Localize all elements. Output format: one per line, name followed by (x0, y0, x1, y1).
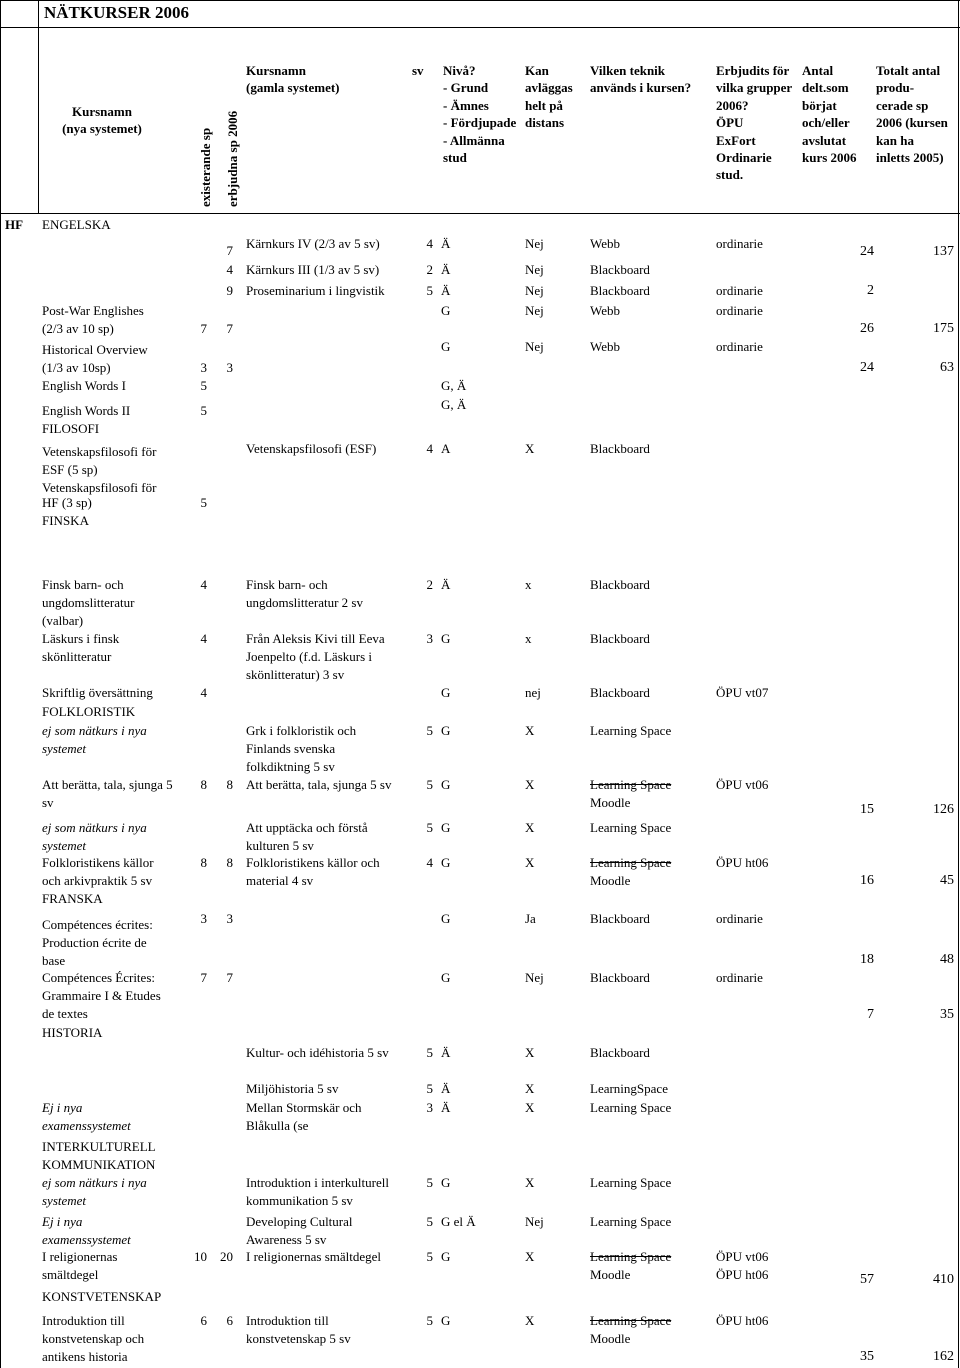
course-name-new: skönlitteratur (42, 649, 112, 664)
sv-credits: 5 (426, 1081, 433, 1096)
level: G (441, 970, 451, 985)
course-name-old: Mellan Stormskär och (246, 1100, 362, 1115)
course-name-new: Att berätta, tala, sjunga 5 (42, 777, 173, 792)
header-teknik (590, 62, 691, 97)
course-name-new: och arkivpraktik 5 sv (42, 873, 153, 888)
level: G (441, 723, 451, 738)
distance-flag: X (525, 1249, 535, 1264)
offered-credits: 3 (226, 360, 233, 375)
course-name-old: Från Aleksis Kivi till Eeva (246, 631, 385, 646)
header-line: Nivå? (443, 63, 476, 78)
course-note: ej som nätkurs i nya (42, 820, 147, 835)
technology: Moodle (590, 873, 631, 888)
technology: Learning Space (590, 820, 672, 835)
header-line: (gamla systemet) (246, 80, 340, 96)
distance-flag: X (525, 1313, 535, 1328)
distance-flag: Ja (525, 911, 536, 926)
course-note: examenssystemet (42, 1118, 131, 1133)
course-name-new: INTERKULTURELL (42, 1139, 156, 1154)
header-gamla (246, 62, 340, 97)
technology: Webb (590, 236, 620, 251)
target-group: ordinarie (716, 283, 763, 298)
header-line: och/eller (802, 115, 850, 131)
header-line: ExFort (716, 132, 756, 148)
hf-label: HF (5, 217, 24, 232)
technology: Webb (590, 339, 620, 354)
course-name-new: ESF (5 sp) (42, 462, 98, 477)
technology: Blackboard (590, 685, 650, 700)
course-name-old: Miljöhistoria 5 sv (246, 1081, 339, 1096)
existing-credits: 7 (200, 321, 207, 336)
header-line: Vilken teknik (590, 63, 666, 78)
target-group: ÖPU vt06 (716, 777, 769, 792)
header-existerande: existerande sp (198, 127, 213, 207)
course-name-old: Developing Cultural (246, 1214, 353, 1229)
header-line: - Allmänna (443, 132, 505, 148)
header-line: avslutat (802, 132, 847, 148)
course-name-new: FINSKA (42, 513, 89, 528)
distance-flag: Nej (525, 339, 544, 354)
participants: 57 (860, 1272, 874, 1287)
header-line: används i kursen? (590, 80, 692, 96)
distance-flag: Nej (525, 970, 544, 985)
header-line: delt.som (802, 80, 849, 96)
course-note: systemet (42, 838, 87, 853)
existing-credits: 7 (200, 970, 207, 985)
technology: Blackboard (590, 631, 650, 646)
technology: Blackboard (590, 911, 650, 926)
offered-credits: 4 (226, 262, 233, 277)
level: Ä (441, 1100, 451, 1115)
distance-flag: X (525, 777, 535, 792)
course-name-new: English Words II (42, 403, 131, 418)
distance-flag: Nej (525, 1214, 544, 1229)
sv-credits: 4 (426, 441, 433, 456)
participants: 24 (860, 360, 874, 375)
level: G (441, 303, 451, 318)
existing-credits: 5 (200, 403, 207, 418)
distance-flag: nej (525, 685, 541, 700)
total-credits: 35 (940, 1007, 954, 1022)
header-line: helt på (525, 97, 563, 113)
course-name-new: FRANSKA (42, 891, 103, 906)
level: G (441, 685, 451, 700)
course-name-new: ENGELSKA (42, 217, 111, 232)
distance-flag: X (525, 1175, 535, 1190)
course-name-old: skönlitteratur) 3 sv (246, 667, 345, 682)
sv-credits: 5 (426, 1214, 433, 1229)
header-line: 2006? (716, 97, 749, 113)
course-name-old: konstvetenskap 5 sv (246, 1331, 351, 1346)
total-credits: 175 (933, 321, 954, 336)
target-group: ordinarie (716, 236, 763, 251)
course-name-new: ungdomslitteratur (42, 595, 135, 610)
sv-credits: 5 (426, 283, 433, 298)
header-sv: sv (412, 63, 424, 78)
header-line: - Ämnes (443, 97, 489, 113)
existing-credits: 5 (200, 495, 207, 510)
existing-credits: 4 (200, 631, 207, 646)
distance-flag: X (525, 820, 535, 835)
header-line: (nya systemet) (62, 121, 142, 137)
course-name-old: Awareness 5 sv (246, 1232, 327, 1247)
course-name-old: folkdiktning 5 sv (246, 759, 335, 774)
left-border (0, 0, 1, 1368)
sv-credits: 4 (426, 236, 433, 251)
course-name-new: smältdegel (42, 1267, 99, 1282)
existing-credits: 10 (194, 1249, 207, 1264)
level: A (441, 441, 451, 456)
sv-credits: 3 (426, 1100, 433, 1115)
course-note: Ej i nya (42, 1100, 83, 1115)
course-name-new: sv (42, 795, 54, 810)
course-name-new: Vetenskapsfilosofi för (42, 480, 157, 495)
course-name-new: Vetenskapsfilosofi för (42, 444, 157, 459)
page-title: NÄTKURSER 2006 (44, 3, 189, 22)
level: G (441, 1313, 451, 1328)
right-border (958, 0, 959, 1368)
header-totalt (876, 62, 948, 166)
header-line: - Fördjupade (443, 115, 517, 131)
technology: Moodle (590, 1331, 631, 1346)
header-line: stud (443, 150, 467, 166)
course-name-new: FOLKLORISTIK (42, 704, 136, 719)
distance-flag: X (525, 723, 535, 738)
course-name-old: Finsk barn- och (246, 577, 328, 592)
header-antal (802, 62, 857, 166)
header-line: kan ha (876, 132, 914, 148)
offered-credits: 3 (226, 911, 233, 926)
course-name-old: Introduktion till (246, 1313, 329, 1328)
level: G el Ä (441, 1214, 476, 1229)
sv-credits: 5 (426, 1249, 433, 1264)
course-name-old: kommunikation 5 sv (246, 1193, 353, 1208)
technology-struck: Learning Space (590, 855, 672, 870)
technology-struck: Learning Space (590, 1313, 672, 1328)
distance-flag: x (525, 577, 532, 592)
course-name-old: ungdomslitteratur 2 sv (246, 595, 363, 610)
level: Ä (441, 283, 451, 298)
participants: 7 (867, 1007, 874, 1022)
distance-flag: X (525, 441, 535, 456)
target-group: ÖPU vt06 (716, 1249, 769, 1264)
offered-credits: 20 (220, 1249, 233, 1264)
course-name-new: Compétences écrites: (42, 917, 153, 932)
top-rule (0, 0, 960, 1)
participants: 2 (867, 283, 874, 298)
header-line: Kursnamn (72, 104, 132, 119)
course-name-old: Folkloristikens källor och (246, 855, 380, 870)
course-name-new: antikens historia (42, 1349, 128, 1364)
course-note: ej som nätkurs i nya (42, 1175, 147, 1190)
course-name-old: I religionernas smältdegel (246, 1249, 382, 1264)
offered-credits: 7 (226, 321, 233, 336)
level: G (441, 631, 451, 646)
header-line: börjat (802, 97, 837, 113)
header-line: distans (525, 115, 565, 131)
title-rule (0, 27, 960, 28)
distance-flag: Nej (525, 236, 544, 251)
header-line: kurs 2006 (802, 150, 857, 166)
course-name-old: Joenpelto (f.d. Läskurs i (246, 649, 373, 664)
course-name-new: Skriftlig översättning (42, 685, 153, 700)
participants: 16 (860, 873, 874, 888)
existing-credits: 4 (200, 685, 207, 700)
header-line: vilka grupper (716, 80, 793, 96)
existing-credits: 3 (200, 911, 207, 926)
hf-divider (38, 28, 39, 214)
level: Ä (441, 236, 451, 251)
existing-credits: 5 (200, 378, 207, 393)
technology: Learning Space (590, 1100, 672, 1115)
target-group: ÖPU ht06 (716, 855, 769, 870)
header-niva (443, 62, 516, 166)
course-name-old: Proseminarium i lingvistik (246, 283, 385, 298)
offered-credits: 8 (226, 855, 233, 870)
technology: Blackboard (590, 283, 650, 298)
course-name-new: Läskurs i finsk (42, 631, 120, 646)
total-credits: 126 (933, 802, 954, 817)
offered-credits: 8 (226, 777, 233, 792)
participants: 26 (860, 321, 874, 336)
header-line: cerade sp (876, 97, 929, 113)
course-name-new: konstvetenskap och (42, 1331, 145, 1346)
distance-flag: Nej (525, 303, 544, 318)
course-note: Ej i nya (42, 1214, 83, 1229)
level: Ä (441, 262, 451, 277)
technology: Blackboard (590, 262, 650, 277)
target-group: ordinarie (716, 339, 763, 354)
distance-flag: X (525, 1100, 535, 1115)
course-name-old: material 4 sv (246, 873, 314, 888)
technology-struck: Learning Space (590, 1249, 672, 1264)
level: G (441, 855, 451, 870)
distance-flag: X (525, 1045, 535, 1060)
course-name-new: Grammaire I & Etudes (42, 988, 161, 1003)
header-line: Ordinarie (716, 150, 772, 166)
course-name-new: de textes (42, 1006, 88, 1021)
technology: Blackboard (590, 1045, 650, 1060)
technology: Blackboard (590, 970, 650, 985)
course-name-old: Kärnkurs III (1/3 av 5 sv) (246, 262, 380, 277)
course-name-new: (2/3 av 10 sp) (42, 321, 114, 336)
course-name-new: Introduktion till (42, 1313, 125, 1328)
course-name-new: HF (3 sp) (42, 495, 92, 510)
target-group: ÖPU ht06 (716, 1267, 769, 1282)
participants: 24 (860, 244, 874, 259)
distance-flag: Nej (525, 262, 544, 277)
existing-credits: 8 (200, 777, 207, 792)
course-name-old: Introduktion i interkulturell (246, 1175, 389, 1190)
course-name-old: Blåkulla (se (246, 1118, 309, 1133)
header-line: Totalt antal (876, 63, 941, 78)
course-name-old: Grk i folkloristik och (246, 723, 357, 738)
technology: Learning Space (590, 723, 672, 738)
level: Ä (441, 1045, 451, 1060)
level: Ä (441, 1081, 451, 1096)
header-line: inletts 2005) (876, 150, 944, 166)
level: G (441, 820, 451, 835)
distance-flag: X (525, 1081, 535, 1096)
sv-credits: 3 (426, 631, 433, 646)
course-name-new: Production écrite de (42, 935, 147, 950)
sv-credits: 2 (426, 577, 433, 592)
title-divider (38, 0, 39, 27)
course-note: systemet (42, 741, 87, 756)
sv-credits: 5 (426, 1175, 433, 1190)
total-credits: 162 (933, 1349, 954, 1364)
target-group: ordinarie (716, 303, 763, 318)
header-erbjudna: erbjudna sp 2006 (225, 110, 240, 207)
course-name-old: Kärnkurs IV (2/3 av 5 sv) (246, 236, 380, 251)
course-name-old: kulturen 5 sv (246, 838, 314, 853)
technology: Moodle (590, 795, 631, 810)
technology: Blackboard (590, 577, 650, 592)
course-name-new: HISTORIA (42, 1025, 103, 1040)
course-name-new: (1/3 av 10sp) (42, 360, 111, 375)
participants: 35 (860, 1349, 874, 1364)
course-note: systemet (42, 1193, 87, 1208)
header-rule (0, 213, 960, 214)
existing-credits: 6 (200, 1313, 207, 1328)
technology: Moodle (590, 1267, 631, 1282)
course-name-old: Finlands svenska (246, 741, 336, 756)
header-line: Erbjudits för (716, 63, 790, 78)
distance-flag: x (525, 631, 532, 646)
course-name-old: Att berätta, tala, sjunga 5 sv (246, 777, 392, 792)
existing-credits: 3 (200, 360, 207, 375)
course-name-new: Finsk barn- och (42, 577, 124, 592)
total-credits: 48 (940, 952, 954, 967)
level: G (441, 339, 451, 354)
level: G (441, 911, 451, 926)
total-credits: 45 (940, 873, 954, 888)
course-note: examenssystemet (42, 1232, 131, 1247)
header-nya (42, 103, 162, 138)
course-name-new: Historical Overview (42, 342, 148, 357)
technology: Learning Space (590, 1175, 672, 1190)
header-line: - Grund (443, 80, 489, 96)
course-note: ej som nätkurs i nya (42, 723, 147, 738)
technology: LearningSpace (590, 1081, 668, 1096)
course-name-new: KONSTVETENSKAP (42, 1289, 162, 1304)
total-credits: 63 (940, 360, 954, 375)
header-line: ÖPU (716, 115, 744, 131)
target-group: ÖPU ht06 (716, 1313, 769, 1328)
level: G (441, 1175, 451, 1190)
header-line: 2006 (kursen (876, 115, 948, 131)
offered-credits: 6 (226, 1313, 233, 1328)
sv-credits: 5 (426, 723, 433, 738)
course-name-new: Post-War Englishes (42, 303, 144, 318)
target-group: ordinarie (716, 911, 763, 926)
sv-credits: 5 (426, 820, 433, 835)
course-name-new: Folkloristikens källor (42, 855, 154, 870)
sv-credits: 5 (426, 777, 433, 792)
target-group: ordinarie (716, 970, 763, 985)
header-line: avläggas (525, 80, 573, 96)
course-name-new: base (42, 953, 66, 968)
level: G, Ä (441, 378, 467, 393)
sv-credits: 4 (426, 855, 433, 870)
level: G (441, 777, 451, 792)
header-erbjudits (716, 62, 792, 184)
total-credits: 410 (933, 1272, 954, 1287)
existing-credits: 4 (200, 577, 207, 592)
course-name-new: Compétences Écrites: (42, 970, 155, 985)
header-line: Kan (525, 63, 549, 78)
course-name-new: KOMMUNIKATION (42, 1157, 156, 1172)
technology: Blackboard (590, 441, 650, 456)
distance-flag: X (525, 855, 535, 870)
level: G, Ä (441, 397, 467, 412)
course-name-old: Vetenskapsfilosofi (ESF) (246, 441, 377, 456)
technology: Webb (590, 303, 620, 318)
course-name-old: Kultur- och idéhistoria 5 sv (246, 1045, 389, 1060)
course-name-new: English Words I (42, 378, 126, 393)
header-line: stud. (716, 167, 744, 183)
level: G (441, 1249, 451, 1264)
course-name-new: I religionernas (42, 1249, 118, 1264)
offered-credits: 9 (226, 283, 233, 298)
sv-credits: 5 (426, 1045, 433, 1060)
header-line: produ- (876, 80, 915, 96)
participants: 18 (860, 952, 874, 967)
sv-credits: 5 (426, 1313, 433, 1328)
course-name-old: Att upptäcka och förstå (246, 820, 368, 835)
header-line: Kursnamn (246, 63, 306, 78)
existing-credits: 8 (200, 855, 207, 870)
technology: Learning Space (590, 1214, 672, 1229)
header-kan (525, 62, 573, 132)
level: Ä (441, 577, 451, 592)
offered-credits: 7 (226, 243, 233, 258)
participants: 15 (860, 802, 874, 817)
distance-flag: Nej (525, 283, 544, 298)
offered-credits: 7 (226, 970, 233, 985)
course-name-new: FILOSOFI (42, 421, 100, 436)
technology-struck: Learning Space (590, 777, 672, 792)
course-name-new: (valbar) (42, 613, 84, 628)
sv-credits: 2 (426, 262, 433, 277)
total-credits: 137 (933, 244, 954, 259)
header-line: Antal (802, 63, 834, 78)
target-group: ÖPU vt07 (716, 685, 769, 700)
